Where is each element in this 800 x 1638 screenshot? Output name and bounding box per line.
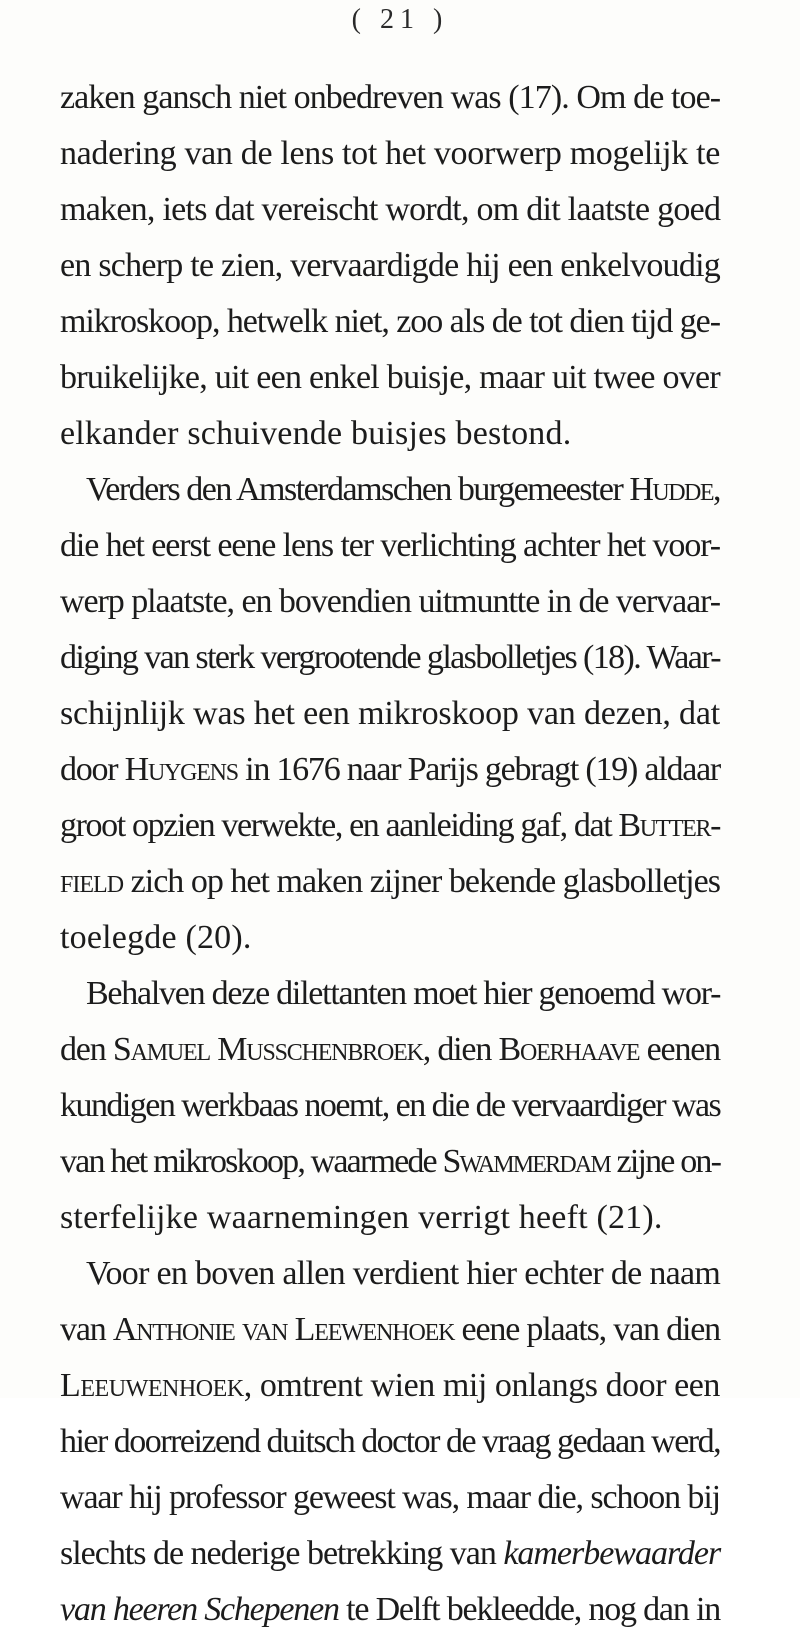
text-run: Voor en boven allen verdient hier echter de naam <box>86 1255 721 1292</box>
text-line <box>60 686 720 742</box>
text-run: kundigen werkbaas noemt, en die de vervaardiger was <box>60 1087 721 1124</box>
text-line <box>60 854 720 910</box>
page-number: ( 21 ) <box>351 4 449 35</box>
italic-text: van heeren Schepenen <box>60 1591 339 1628</box>
text-line <box>60 1358 720 1414</box>
text-run: in 1676 naar Parijs gebragt (19) aldaar <box>237 751 720 788</box>
text-line <box>60 1470 720 1526</box>
text-line <box>60 574 720 630</box>
proper-name: Samuel Musschenbroek <box>112 1031 423 1068</box>
text-run: te Delft bekleedde, nog dan in <box>338 1591 720 1628</box>
text-run: en scherp te zien, vervaardigde hij een enkelvoudig <box>60 247 720 284</box>
text-run: werp plaatste, en bovendien uitmuntte in de vervaar- <box>60 583 720 620</box>
text-run: diging van sterk vergrootende glasbolletjes (18). Waar- <box>60 639 720 676</box>
text-line <box>60 406 720 462</box>
text-run: zaken gansch niet onbedreven was (17). Om de toe- <box>60 79 721 116</box>
proper-name: field <box>60 863 124 900</box>
text-run: die het eerst eene lens ter verlichting achter het voor- <box>60 527 720 564</box>
proper-name: Leeuwenhoek <box>60 1367 244 1404</box>
text-line <box>60 1078 720 1134</box>
text-line <box>60 1190 720 1246</box>
text-run: waar hij professor geweest was, maar die, schoon bij <box>60 1479 720 1516</box>
proper-name: Hudde <box>629 471 713 508</box>
text-run: , omtrent wien mij onlangs door een <box>243 1367 720 1404</box>
proper-name: Boerhaave <box>498 1031 640 1068</box>
text-line <box>60 910 720 966</box>
text-line <box>60 1302 720 1358</box>
text-line <box>60 462 720 518</box>
text-line <box>60 966 720 1022</box>
italic-text: kamerbewaarder <box>503 1535 721 1572</box>
text-run: eene plaats, van dien <box>454 1311 720 1348</box>
body-text <box>60 70 720 1638</box>
text-line <box>60 182 720 238</box>
text-line <box>60 1134 720 1190</box>
text-run: slechts de nederige betrekking van <box>60 1535 504 1572</box>
text-run: elkander schuivende buisjes bestond. <box>60 415 572 452</box>
text-run: hier doorreizend duitsch doctor de vraag gedaan werd, <box>60 1423 721 1460</box>
text-run: Verders den Amsterdamschen burgemeester <box>86 471 630 508</box>
text-run: eenen <box>639 1031 720 1068</box>
text-run: mikroskoop, hetwelk niet, zoo als de tot dien tijd ge- <box>60 303 720 340</box>
text-line <box>60 294 720 350</box>
text-line <box>60 742 720 798</box>
proper-name: Butter- <box>618 807 720 844</box>
text-run: zijne on- <box>609 1143 721 1180</box>
text-run: , <box>713 471 720 508</box>
text-line <box>60 350 720 406</box>
text-line <box>60 630 720 686</box>
text-run: sterfelijke waarnemingen verrigt heeft (21). <box>60 1199 663 1236</box>
text-run: door <box>60 751 125 788</box>
text-line <box>60 70 720 126</box>
text-line <box>60 1022 720 1078</box>
text-line <box>60 1526 720 1582</box>
text-line <box>60 238 720 294</box>
text-run: den <box>60 1031 113 1068</box>
text-run: nadering van de lens tot het voorwerp mogelijk te <box>60 135 720 172</box>
text-run: zich op het maken zijner bekende glasbolletjes <box>123 863 720 900</box>
text-run: bruikelijke, uit een enkel buisje, maar uit twee over <box>60 359 720 396</box>
text-line <box>60 1246 720 1302</box>
text-line <box>60 1582 720 1638</box>
text-run: van het mikroskoop, waarmede <box>60 1143 443 1180</box>
text-run: groot opzien verwekte, en aanleiding gaf, dat <box>60 807 619 844</box>
text-run: toelegde (20). <box>60 919 252 956</box>
text-run: van <box>60 1311 113 1348</box>
proper-name: Anthonie van Leewenhoek <box>112 1311 455 1348</box>
text-run: schijnlijk was het een mikroskoop van dezen, dat <box>60 695 720 732</box>
text-run: Behalven deze dilettanten moet hier genoemd wor- <box>86 975 721 1012</box>
text-line <box>60 1414 720 1470</box>
text-line <box>60 126 720 182</box>
text-run: , dien <box>422 1031 499 1068</box>
text-run: maken, iets dat vereischt wordt, om dit laatste goed <box>60 191 721 228</box>
text-line <box>60 798 720 854</box>
proper-name: Huygens <box>124 751 238 788</box>
proper-name: Swammerdam <box>442 1143 610 1180</box>
text-line <box>60 518 720 574</box>
